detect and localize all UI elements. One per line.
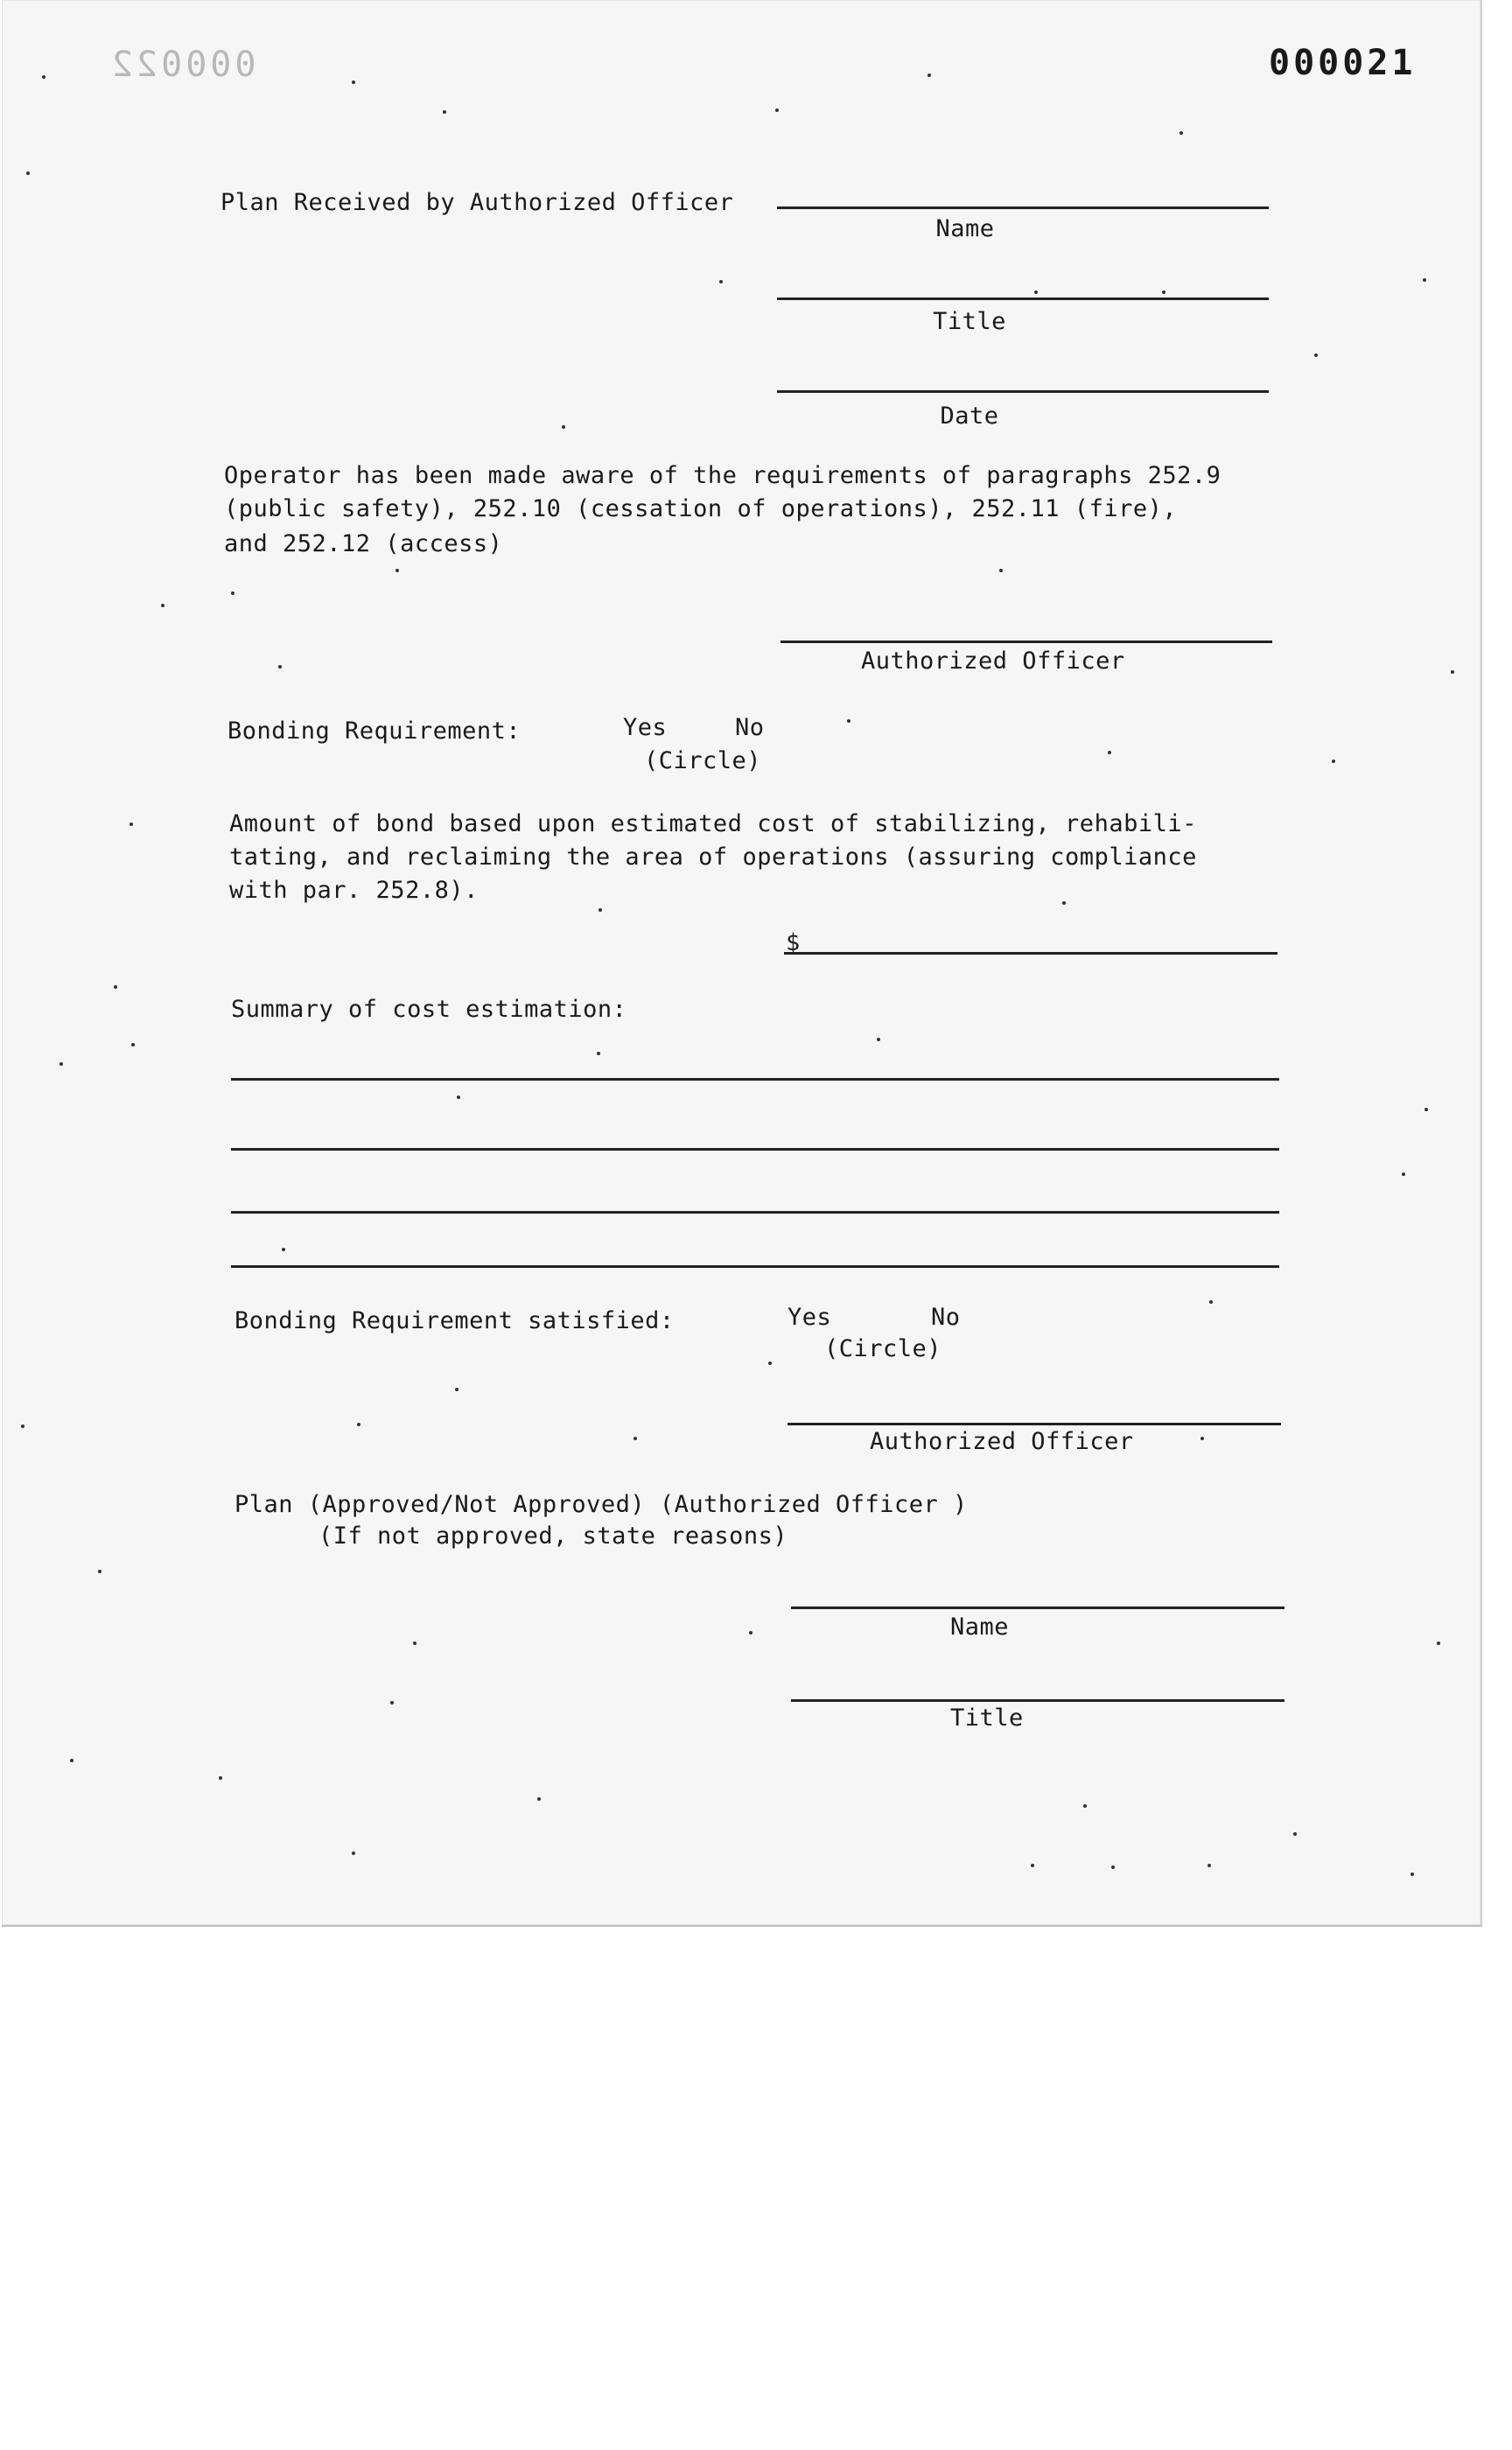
scan-speck (26, 172, 30, 175)
scan-speck (1424, 1108, 1428, 1111)
approval-name-label: Name (950, 1614, 1010, 1641)
scan-speck (130, 822, 133, 826)
summary-line-4[interactable] (231, 1265, 1279, 1268)
bonding-yes-option[interactable]: Yes (623, 714, 668, 741)
scan-speck (1410, 1872, 1414, 1876)
awareness-line-2: (public safety), 252.10 (cessation of operations), 252.11 (fire), (224, 495, 1178, 522)
summary-label: Summary of cost estimation: (231, 996, 627, 1023)
approval-title-label: Title (950, 1704, 1024, 1732)
document-page (2, 0, 1482, 1927)
scan-speck (357, 1423, 360, 1426)
scan-speck (1208, 1864, 1211, 1867)
scan-speck (1402, 1172, 1405, 1176)
scan-speck (352, 80, 355, 84)
scan-speck (749, 1631, 752, 1634)
received-date-label: Date (940, 402, 999, 430)
awareness-signature-label: Authorized Officer (861, 648, 1125, 675)
satisfied-yes-option[interactable]: Yes (788, 1304, 832, 1331)
scan-speck (1200, 1437, 1204, 1440)
scan-speck (1031, 1864, 1034, 1867)
scan-speck (114, 985, 117, 989)
scan-speck (98, 1570, 102, 1573)
scan-speck (457, 1096, 460, 1099)
scan-speck (390, 1701, 394, 1704)
received-title-label: Title (933, 308, 1006, 335)
approval-line-1: Plan (Approved/Not Approved) (Authorized Officer ) (234, 1491, 968, 1518)
document-number: 000021 (1269, 43, 1417, 83)
scan-speck (598, 908, 602, 912)
bonding-requirement-label: Bonding Requirement: (228, 718, 522, 745)
bonding-satisfied-label: Bonding Requirement satisfied: (234, 1307, 675, 1334)
satisfied-signature-label: Authorized Officer (870, 1428, 1134, 1455)
amount-line-1: Amount of bond based upon estimated cost of stabilizing, rehabili- (229, 810, 1197, 837)
scan-speck (60, 1062, 63, 1066)
scan-speck (21, 1424, 24, 1428)
amount-line-2: tating, and reclaiming the area of operations (assuring compliance (229, 844, 1197, 871)
bleed-through-number: 000022 (108, 45, 256, 85)
scan-speck (1423, 278, 1426, 282)
scan-speck (562, 425, 565, 429)
scan-speck (161, 604, 164, 607)
scan-speck (1314, 354, 1318, 357)
scan-speck (928, 74, 931, 77)
scan-speck (1034, 290, 1038, 294)
awareness-line-3: and 252.12 (access) (224, 530, 503, 557)
scan-speck (1111, 1866, 1115, 1869)
scan-speck (1209, 1300, 1213, 1304)
scan-speck (634, 1437, 637, 1440)
scan-speck (70, 1759, 74, 1762)
scan-speck (443, 110, 446, 114)
scan-speck (1162, 290, 1166, 294)
scan-speck (999, 569, 1003, 572)
approval-title-line[interactable] (791, 1699, 1284, 1702)
scan-speck (775, 108, 779, 112)
scan-speck (219, 1776, 222, 1780)
bonding-circle-note: (Circle) (644, 747, 762, 774)
scan-speck (282, 1248, 285, 1251)
summary-line-2[interactable] (231, 1148, 1279, 1151)
received-name-line[interactable] (777, 206, 1269, 209)
satisfied-no-option[interactable]: No (931, 1304, 961, 1331)
plan-received-prompt: Plan Received by Authorized Officer (220, 189, 734, 216)
scan-speck (847, 719, 850, 723)
scan-speck (42, 75, 46, 79)
summary-line-1[interactable] (231, 1078, 1279, 1081)
scan-speck (1437, 1642, 1440, 1645)
bonding-no-option[interactable]: No (735, 714, 765, 741)
scan-speck (1293, 1832, 1297, 1836)
scan-speck (231, 592, 234, 595)
scan-speck (1180, 131, 1183, 135)
scan-speck (413, 1642, 416, 1645)
scan-speck (537, 1797, 541, 1801)
summary-line-3[interactable] (231, 1211, 1279, 1214)
scan-speck (1108, 751, 1111, 754)
received-date-line[interactable] (777, 390, 1269, 393)
amount-line-3: with par. 252.8). (229, 877, 479, 904)
bond-amount-line[interactable] (784, 952, 1278, 955)
satisfied-signature-line[interactable] (788, 1423, 1281, 1425)
received-title-line[interactable] (777, 298, 1269, 300)
received-name-label: Name (935, 215, 995, 242)
scan-speck (455, 1388, 458, 1391)
approval-line-2: (If not approved, state reasons) (318, 1522, 788, 1550)
awareness-signature-line[interactable] (780, 640, 1272, 643)
scan-speck (1451, 670, 1454, 674)
approval-name-line[interactable] (791, 1606, 1284, 1609)
dollar-sign: $ (786, 929, 801, 956)
scan-speck (719, 280, 723, 284)
scan-speck (131, 1043, 135, 1046)
scan-speck (1332, 760, 1335, 763)
scan-speck (352, 1852, 355, 1855)
scan-speck (1062, 901, 1066, 905)
scan-speck (768, 1362, 772, 1365)
scan-speck (278, 665, 282, 668)
scan-speck (597, 1052, 600, 1055)
awareness-line-1: Operator has been made aware of the requirements of paragraphs 252.9 (224, 462, 1222, 489)
scan-speck (877, 1038, 880, 1041)
satisfied-circle-note: (Circle) (824, 1335, 942, 1362)
scan-speck (1083, 1804, 1087, 1808)
scan-speck (396, 569, 399, 572)
